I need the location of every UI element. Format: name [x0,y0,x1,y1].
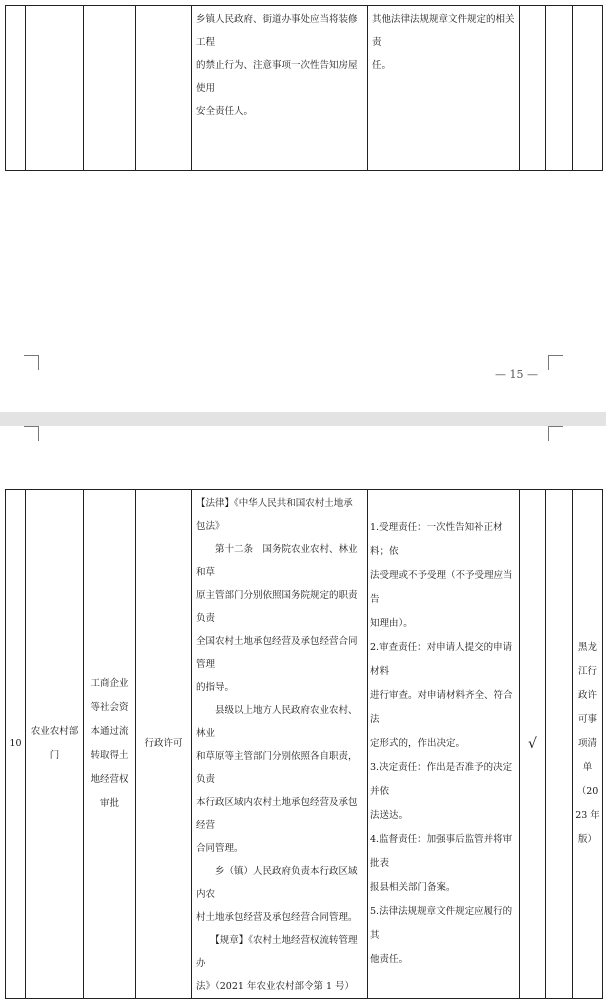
cell-item-name [84,490,136,999]
item-name-text: 工商企业 等社会资 本通过流 转取得土 地经营权 审批 [90,678,129,809]
cell-basis [192,490,368,999]
category-text: 行政许可 [144,738,183,749]
cell-duty [368,490,520,999]
cell-duty [368,6,520,171]
page-number: — 15 — [495,368,538,381]
cell-check [520,6,546,171]
crop-mark [24,426,39,441]
page-top [0,0,606,412]
crop-mark [548,426,563,441]
crop-mark [548,355,563,370]
cell-source [573,6,603,171]
source-text: 黑龙 江行 政许 可事 项清 单 （20 23 年 版） [575,642,600,845]
table-bottom [5,489,603,999]
cell-basis [192,6,368,171]
cell-category [136,490,192,999]
basis-text: 乡镇人民政府、街道办事处应当将装修工程 的禁止行为、注意事项一次性告知房屋使用 安全责任人。 [196,14,358,117]
page-bottom [0,426,606,992]
department-text: 农业农村部 门 [30,726,79,761]
table-top [5,5,603,171]
duty-text: 1.受理责任：一次性告知补正材料；依 法受理或不予受理（不予受理应当告 知理由）。 2.审查责任：对申请人提交的申请材料 进行审查。对申请材料齐全、符合法 定形式的，作出决定。 3.决定责任：作出是否准予的决定并依 法送达。 4.监督责任：加强事后监管并将审批表 报县相关部门备案。 5.法律法规规章文件规定应履行的其 他责任。 [370,522,513,965]
cell-department [26,6,84,171]
cell-blank [546,490,573,999]
cell-item-name [84,6,136,171]
table-row [6,490,603,999]
cell-index [6,490,26,999]
crop-mark [24,355,39,370]
basis-text: 【法律】《中华人民共和国农村土地承 包法》 第十二条 国务院农业农村、林业和草 原主管部门分别依照国务院规定的职责负责 全国农村土地承包经营及承包经营合同管理 的指导。 县级以上地方人民政府农业农村、林业 和草原等主管部门分别依照各自职责，负责 本行政区域内农村土地承包经营及承包经营 合同管理。 乡（镇）人民政府负责本行政区域内农 村土地承包经营及承包经营合同管理。 【规章】《农村土地经营权流转管理办 法》（2021 年农业农村部令第 1 号） [196,498,358,992]
cell-category [136,6,192,171]
cell-source [573,490,603,999]
cell-blank [546,6,573,171]
duty-text: 其他法律法规规章文件规定的相关责 任。 [372,14,515,71]
page-separator [0,412,606,426]
cell-check [520,490,546,999]
cell-department [26,490,84,999]
row-index: 10 [9,738,22,749]
cell-index [6,6,26,171]
check-mark: √ [528,736,537,752]
table-row [6,6,603,171]
